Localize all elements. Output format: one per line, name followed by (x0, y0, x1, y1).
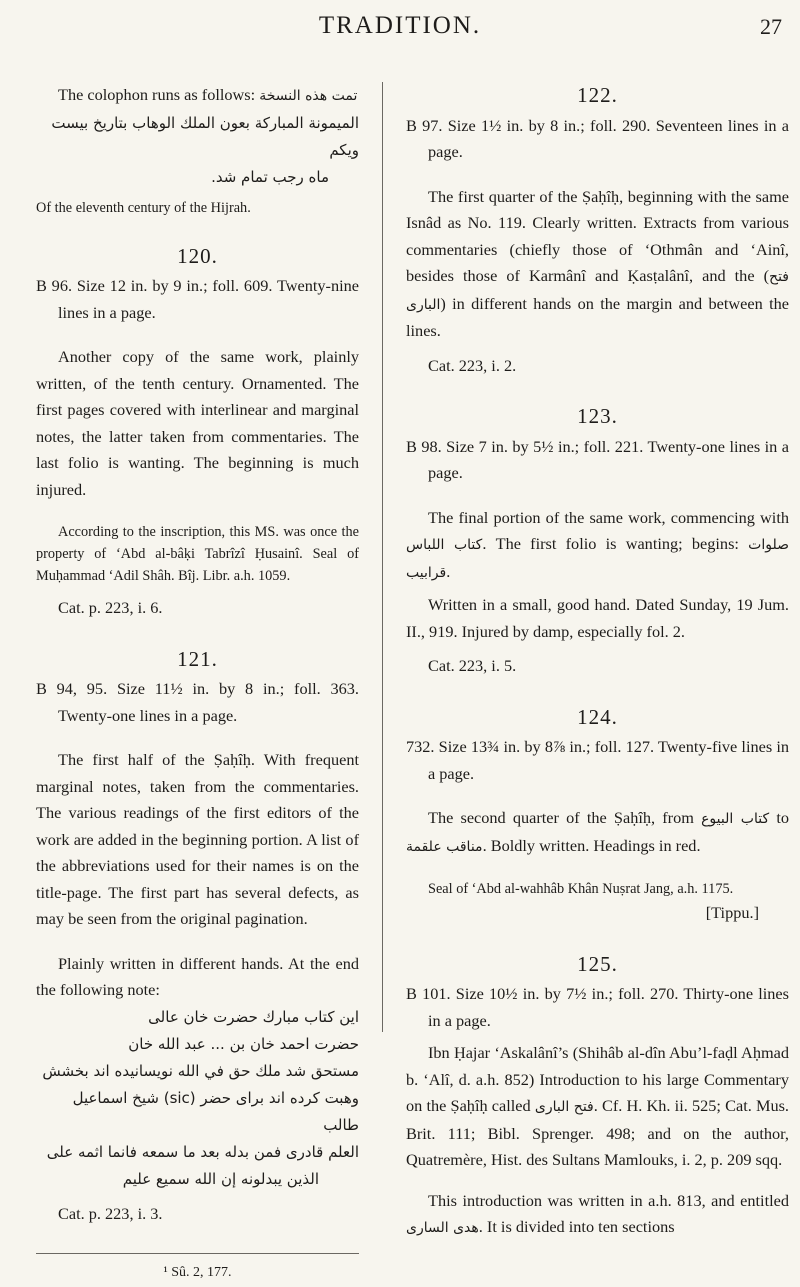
entry-124-body (406, 805, 789, 860)
entry-121-note-arabic-3: مستحق شد ملك حق في الله نويسانيده اند بخشش (42, 1061, 359, 1080)
colophon-intro (36, 82, 359, 110)
entry-122-catalogue: Cat. 223, i. 2. (428, 355, 517, 375)
entry-124-body-b: to (776, 808, 789, 827)
entry-125-intro-arabic: هدى السارى (406, 1220, 479, 1236)
entry-number-121: 121. (177, 646, 218, 671)
footnote-rule (36, 1253, 359, 1254)
entry-125-intro-a: This introduction was written in a.h. 813, and entitled (428, 1190, 789, 1210)
entry-121-note-intro: Plainly written in different hands. At the end the following note: (36, 953, 359, 999)
colophon-arabic-1: تمت هذه النسخة (259, 88, 358, 104)
entry-121-note-arabic-6: الذين يبدلونه إن الله سميع عليم (122, 1169, 319, 1188)
entry-number-123: 123. (577, 404, 618, 428)
entry-123-body-b: . The first folio is wanting; begins: (482, 534, 739, 553)
entry-120-catalogue: Cat. p. 223, i. 6. (58, 598, 163, 617)
entry-123-body-c: . (446, 561, 451, 581)
entry-122-body: The first quarter of the Ṣaḥîḥ, beginning with the same Isnâd as No. 119. Clearly written. Extracts from various commentaries (chiefly those of ‘Othmân and ‘Ainî, besides those of Karmânî and Ḳasṭalânî, and the (فتح البارى) in different hands on the margin and between the lines. (406, 186, 789, 340)
colophon-arabic-3: ماه رجب تمام شد. (211, 167, 329, 186)
entry-122-heading: B 97. Size 1½ in. by 8 in.; foll. 290. Seventeen lines in a page. (406, 115, 789, 161)
entry-124-body-a: The second quarter of the Ṣaḥîḥ, from (428, 808, 694, 827)
entry-122-body-b: ) in different hands on the margin and between the lines. (406, 293, 789, 340)
page-number: 27 (760, 14, 782, 39)
entry-number-122: 122. (577, 83, 618, 107)
entry-125-intro (406, 1188, 789, 1242)
colophon-intro-text: The colophon runs as follows: (58, 85, 256, 104)
entry-122-body-a: The first quarter of the Ṣaḥîḥ, beginning with the same Isnâd as No. 119. Clearly written. Extracts from various commentaries (chiefly those of ‘Othmân and ‘Ainî, besides those of Karmânî and Ḳasṭalânî, and the (406, 186, 789, 285)
page-header (0, 12, 800, 52)
right-column (406, 82, 789, 1236)
left-column (36, 82, 359, 1280)
entry-124-seal: Seal of ‘Abd al-wahhâb Khân Nuṣrat Jang, a.h. 1175. (428, 881, 734, 897)
entry-125-heading: B 101. Size 10½ in. by 7½ in.; foll. 270. Thirty-one lines in a page. (406, 984, 789, 1030)
entry-120-heading: B 96. Size 12 in. by 9 in.; foll. 609. Twenty-nine lines in a page. (36, 276, 359, 322)
entry-number-124: 124. (577, 704, 618, 729)
entry-121-body: The first half of the Ṣaḥîḥ. With frequent marginal notes, taken from the commentaries. The various readings of the first editors of the work are added in the beginning portion. A list of the abbreviations used for their names is on the title-page. The first part has several defects, as may be seen from the original pagination. (36, 750, 359, 928)
entry-121-note-arabic-4: وهبت كرده اند براى حضر (sic) شيخ اسماعيل طالب (72, 1088, 359, 1134)
entry-123-body-arabic-2: صلوات قرابيب (406, 537, 789, 581)
entry-123-written: Written in a small, good hand. Dated Sunday, 19 Jum. II., 919. Injured by damp, especially fol. 2. (406, 595, 789, 641)
column-divider (382, 82, 383, 1032)
entry-125-body-arabic: فتح البارى (534, 1099, 594, 1115)
entry-123-body (406, 505, 789, 587)
entry-121-note-arabic-2: حضرت احمد خان بن ... عبد الله خان (128, 1034, 359, 1053)
entry-121-note-arabic-1: اين كتاب مبارك حضرت خان عالى (148, 1007, 359, 1026)
entry-123-catalogue: Cat. 223, i. 5. (428, 656, 517, 675)
entry-125-body-a: Ibn Ḥajar ‘Askalânî’s (Shihâb al-dîn Abu’l-faḍl Aḥmad b. ‘Alî, d. a.h. 852) Introduction to his large Commentary on the Ṣaḥîḥ called (406, 1043, 789, 1115)
entry-number-125: 125. (577, 951, 618, 976)
entry-122-body-arabic: فتح البارى (406, 269, 789, 313)
entry-124-provenance: [Tippu.] (705, 903, 759, 922)
entry-121-heading: B 94, 95. Size 11½ in. by 8 in.; foll. 363. Twenty-one lines in a page. (36, 679, 359, 725)
entry-123-body-arabic-1: كتاب اللباس (406, 537, 483, 553)
footnote: ¹ Sû. 2, 177. (163, 1265, 232, 1280)
entry-123-body-a: The final portion of the same work, commencing with (428, 507, 789, 527)
entry-124-body-c: . Boldly written. Headings in red. (482, 835, 701, 855)
colophon-arabic-2: الميمونة المباركة بعون الملك الوهاب بتاريخ بيست ويكم (51, 113, 359, 159)
entry-121-catalogue: Cat. p. 223, i. 3. (58, 1203, 163, 1223)
entry-120-body: Another copy of the same work, plainly written, of the tenth century. Ornamented. The first pages covered with interlinear and marginal notes, the latter taken from commentaries. The last folio is wanting. The beginning is much injured. (36, 347, 359, 499)
running-title: TRADITION. (318, 12, 482, 39)
entry-125-body (406, 1040, 789, 1174)
entry-124-heading: 732. Size 13¾ in. by 8⅞ in.; foll. 127. Twenty-five lines in a page. (406, 737, 789, 783)
entry-125-intro-b: . It is divided into ten sections (478, 1217, 675, 1236)
entry-125-body-b: . Cf. H. Kh. ii. 525; Cat. Mus. Brit. 111; Bibl. Sprenger. 498; and on the author, Quatremère, Hist. des Sultans Mamlouks, i. 2, p. 209 sqq. (406, 1096, 789, 1169)
entry-124-body-arabic-1: كتاب البيوع (701, 811, 770, 827)
entry-123-heading: B 98. Size 7 in. by 5½ in.; foll. 221. Twenty-one lines in a page. (406, 436, 789, 482)
entry-number-120: 120. (177, 243, 218, 268)
entry-124-body-arabic-2: مناقب علقمة (406, 838, 483, 855)
entry-121-note-arabic-5: العلم قادرى فمن بدله بعد ما سمعه فانما اثمه على (46, 1142, 359, 1161)
entry-120-seal: According to the inscription, this MS. was once the property of ‘Abd al-bâḳi Tabrîzî Ḥusainî. Seal of Muḥammad ‘Adil Shâh. Bîj. Libr. a.h. 1059. (36, 524, 359, 584)
colophon-note: Of the eleventh century of the Hijrah. (36, 199, 251, 216)
